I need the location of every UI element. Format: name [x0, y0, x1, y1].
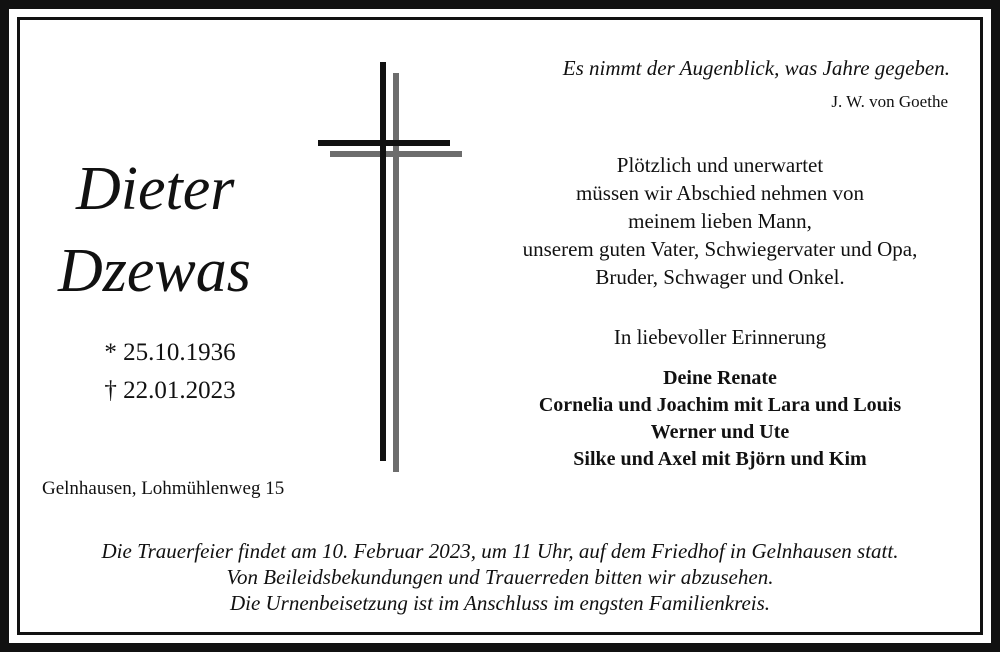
message-line: meinem lieben Mann, [628, 209, 812, 233]
notice-line: Von Beileidsbekundungen und Trauerreden bitten wir abzusehen. [226, 565, 774, 589]
cross-shadow-horizontal [330, 151, 462, 157]
notice-line: Die Urnenbeisetzung ist im Anschluss im engsten Familienkreis. [229, 591, 771, 615]
message-line: müssen wir Abschied nehmen von [575, 181, 865, 205]
cross-horizontal [318, 140, 450, 146]
message-line: Bruder, Schwager und Onkel. [595, 265, 845, 289]
quote-author: J. W. von Goethe [831, 92, 948, 111]
notice-line: Die Trauerfeier findet am 10. Februar 2023, um 11 Uhr, auf dem Friedhof in Gelnhausen statt. [101, 539, 899, 563]
cross-shadow-vertical [393, 73, 399, 472]
message-line: unserem guten Vater, Schwiegervater und Opa, [522, 237, 918, 261]
signer: Cornelia und Joachim mit Lara und Louis [538, 394, 902, 416]
remembrance-line: In liebevoller Erinnerung [613, 325, 827, 349]
ceremony-notice [30, 538, 970, 616]
death-date: † 22.01.2023 [104, 377, 236, 404]
cross-vertical [380, 62, 386, 461]
last-name: Dzewas [58, 237, 251, 305]
signers-list [470, 365, 970, 473]
farewell-message [480, 151, 960, 291]
signer: Deine Renate [663, 367, 777, 389]
quote-text: Es nimmt der Augenblick, was Jahre gegeben. [562, 56, 950, 80]
first-name: Dieter [76, 155, 235, 223]
signer: Werner und Ute [650, 421, 790, 443]
address: Gelnhausen, Lohmühlenweg 15 [42, 478, 285, 499]
birth-date: * 25.10.1936 [104, 339, 236, 366]
message-line: Plötzlich und unerwartet [616, 153, 824, 177]
signer: Silke und Axel mit Björn und Kim [573, 448, 867, 470]
